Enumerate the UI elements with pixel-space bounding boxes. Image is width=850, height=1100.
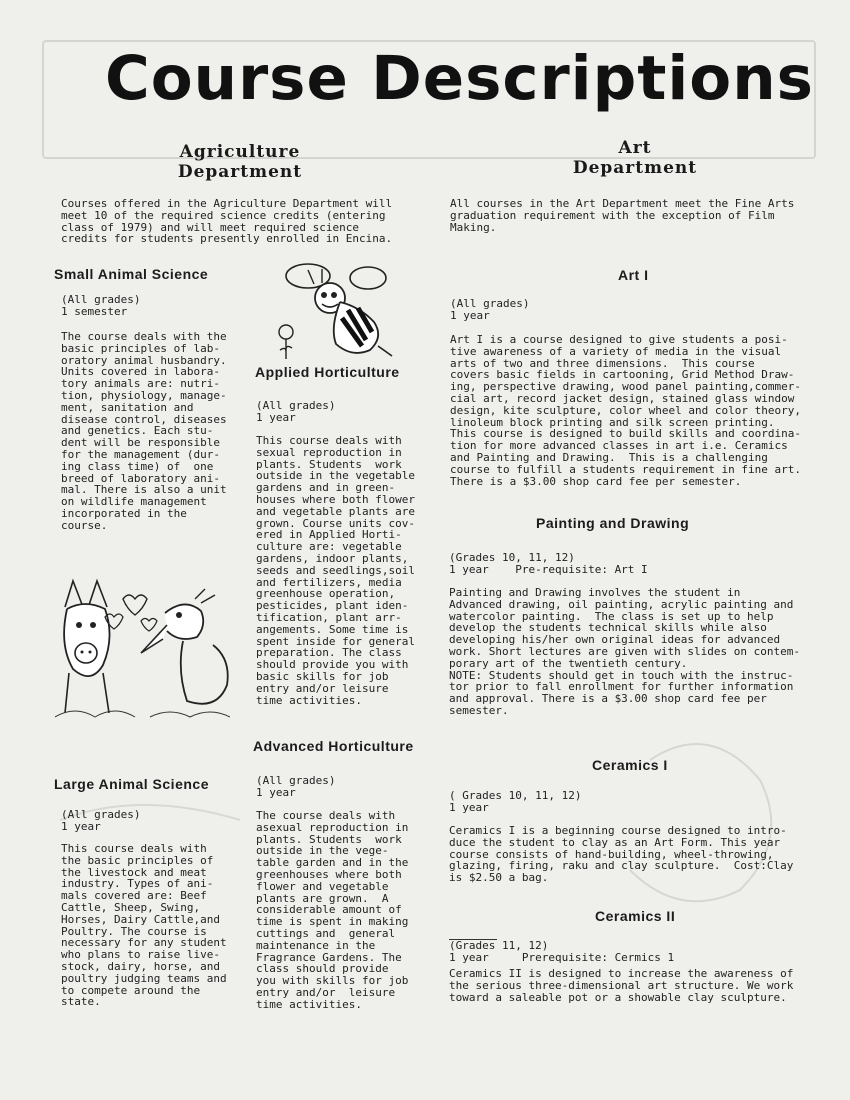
- agriculture-heading-line2: Department: [177, 162, 303, 182]
- ceramics-1-body: Ceramics I is a beginning course designed to intro- duce the student to clay as an Art Form. This year course consists of hand-building, wheel-throwing, glazing, firing, raku and clay sculpture. Cost:Clay is $2.50 a bag.: [449, 824, 794, 885]
- donkey-and-bird-cartoon-icon: [55, 577, 230, 722]
- ceramics-2-meta: (Grades 11, 12) 1 year Prerequisite: Cermics 1: [449, 939, 675, 964]
- large-animal-science-body: This course deals with the basic principles of the livestock and meat industry. Types of ani- mals covered are: Beef Cattle, Sheep, Swing, Horses, Dairy Cattle,and Poultry. The course is necessary for any student who plans to raise live- stock, dairy, horse, and poultry judging teams and to compete around the state.: [61, 842, 227, 1009]
- applied-horticulture-body: This course deals with sexual reproduction in plants. Students work outside in the vegetable gardens and in green- houses where both flower and vegetable plants are grown. Course units cov- ered in Applied Horti- culture are: vegetable gardens, indoor plants, seeds and seedlings,soil and fertilizers, media greenhouse operation, pesticides, plant iden- tification, plant arr- angements. Some time is spent inside for general preparation. The class should provide you with basic skills for job entry and/or leisure time activities.: [256, 434, 415, 707]
- art-heading-line2: Department: [572, 158, 698, 178]
- agriculture-heading-line1: Agriculture: [179, 142, 301, 162]
- advanced-horticulture-title: Advanced Horticulture: [253, 738, 414, 754]
- bee-cartoon-icon: [268, 262, 403, 362]
- ceramics-2-title: Ceramics II: [595, 908, 676, 924]
- art-heading-line1: Art: [618, 138, 652, 158]
- small-animal-science-body: The course deals with the basic principles of lab- oratory animal husbandry. Units covered in labora- tory animals are: nutri- tion, physiology, manage- ment, sanitation and disease control, diseases and genetics. Each stu- dent will be responsible for the management (dur- ing class time) of one breed of laboratory ani- mal. There is also a unit on wildlife management incorporated in the course.: [61, 330, 227, 532]
- agriculture-intro: Courses offered in the Agriculture Department will meet 10 of the required science credits (entering class of 1979) and will meet required science credits for students presently enrolled in Encina.: [61, 197, 393, 246]
- ceramics-1-title: Ceramics I: [592, 757, 668, 773]
- page-title: Course Descriptions: [105, 43, 814, 114]
- painting-and-drawing-title: Painting and Drawing: [536, 515, 690, 531]
- art-1-body: Art I is a course designed to give students a posi- tive awareness of a variety of media in the visual arts of two and three dimensions. This course covers basic fields in cartooning, Grid Method Draw- ing, perspective drawing, wood panel painting,commer- cial art, record jacket design, stained glass window design, kite sculpture, color wheel and color theory, linoleum block printing and silk screen printing. This course is designed to build skills and coordina- tion for more advanced classes in art i.e. Ceramics and Painting and Drawing. This is a challenging course to fulfill a students requirement in fine art. There is a $3.00 shop card fee per semester.: [450, 333, 801, 488]
- ceramics-2-body: Ceramics II is designed to increase the awareness of the serious three-dimensional art structure. We work toward a saleable pot or a showable clay sculpture.: [449, 967, 794, 1004]
- art-intro: All courses in the Art Department meet the Fine Arts graduation requirement with the exception of Film Making.: [450, 197, 795, 234]
- applied-horticulture-meta: (All grades) 1 year: [256, 399, 336, 424]
- painting-and-drawing-body: Painting and Drawing involves the student in Advanced drawing, oil painting, acrylic painting and watercolor painting. The class is set up to help develop the students technical skills while also developing his/her own original ideas for advanced work. Short lectures are given with slides on contem- porary art of the twentieth century. NOTE: Students should get in touch with the instruc- tor prior to fall enrollment for further information and approval. There is a $3.00 shop card fee per semester.: [449, 586, 800, 717]
- small-animal-science-title: Small Animal Science: [54, 266, 209, 282]
- small-animal-science-meta: (All grades) 1 semester: [61, 293, 141, 318]
- large-animal-science-meta: (All grades) 1 year: [61, 808, 141, 833]
- advanced-horticulture-meta: (All grades) 1 year: [256, 774, 336, 799]
- large-animal-science-title: Large Animal Science: [54, 776, 209, 792]
- advanced-horticulture-body: The course deals with asexual reproduction in plants. Students work outside in the vege- table garden and in the greenhouses where both flower and vegetable plants are grown. A considerable amount of time is spent in making cuttings and general maintenance in the Fragrance Gardens. The class should provide you with skills for job entry and/or leisure time activities.: [256, 809, 409, 1011]
- art-1-meta: (All grades) 1 year: [450, 297, 530, 322]
- art-1-title: Art I: [618, 267, 649, 283]
- ceramics-1-meta: ( Grades 10, 11, 12) 1 year: [449, 789, 582, 814]
- painting-and-drawing-meta: (Grades 10, 11, 12) 1 year Pre-requisite: Art I: [449, 551, 648, 576]
- applied-horticulture-title: Applied Horticulture: [255, 364, 400, 380]
